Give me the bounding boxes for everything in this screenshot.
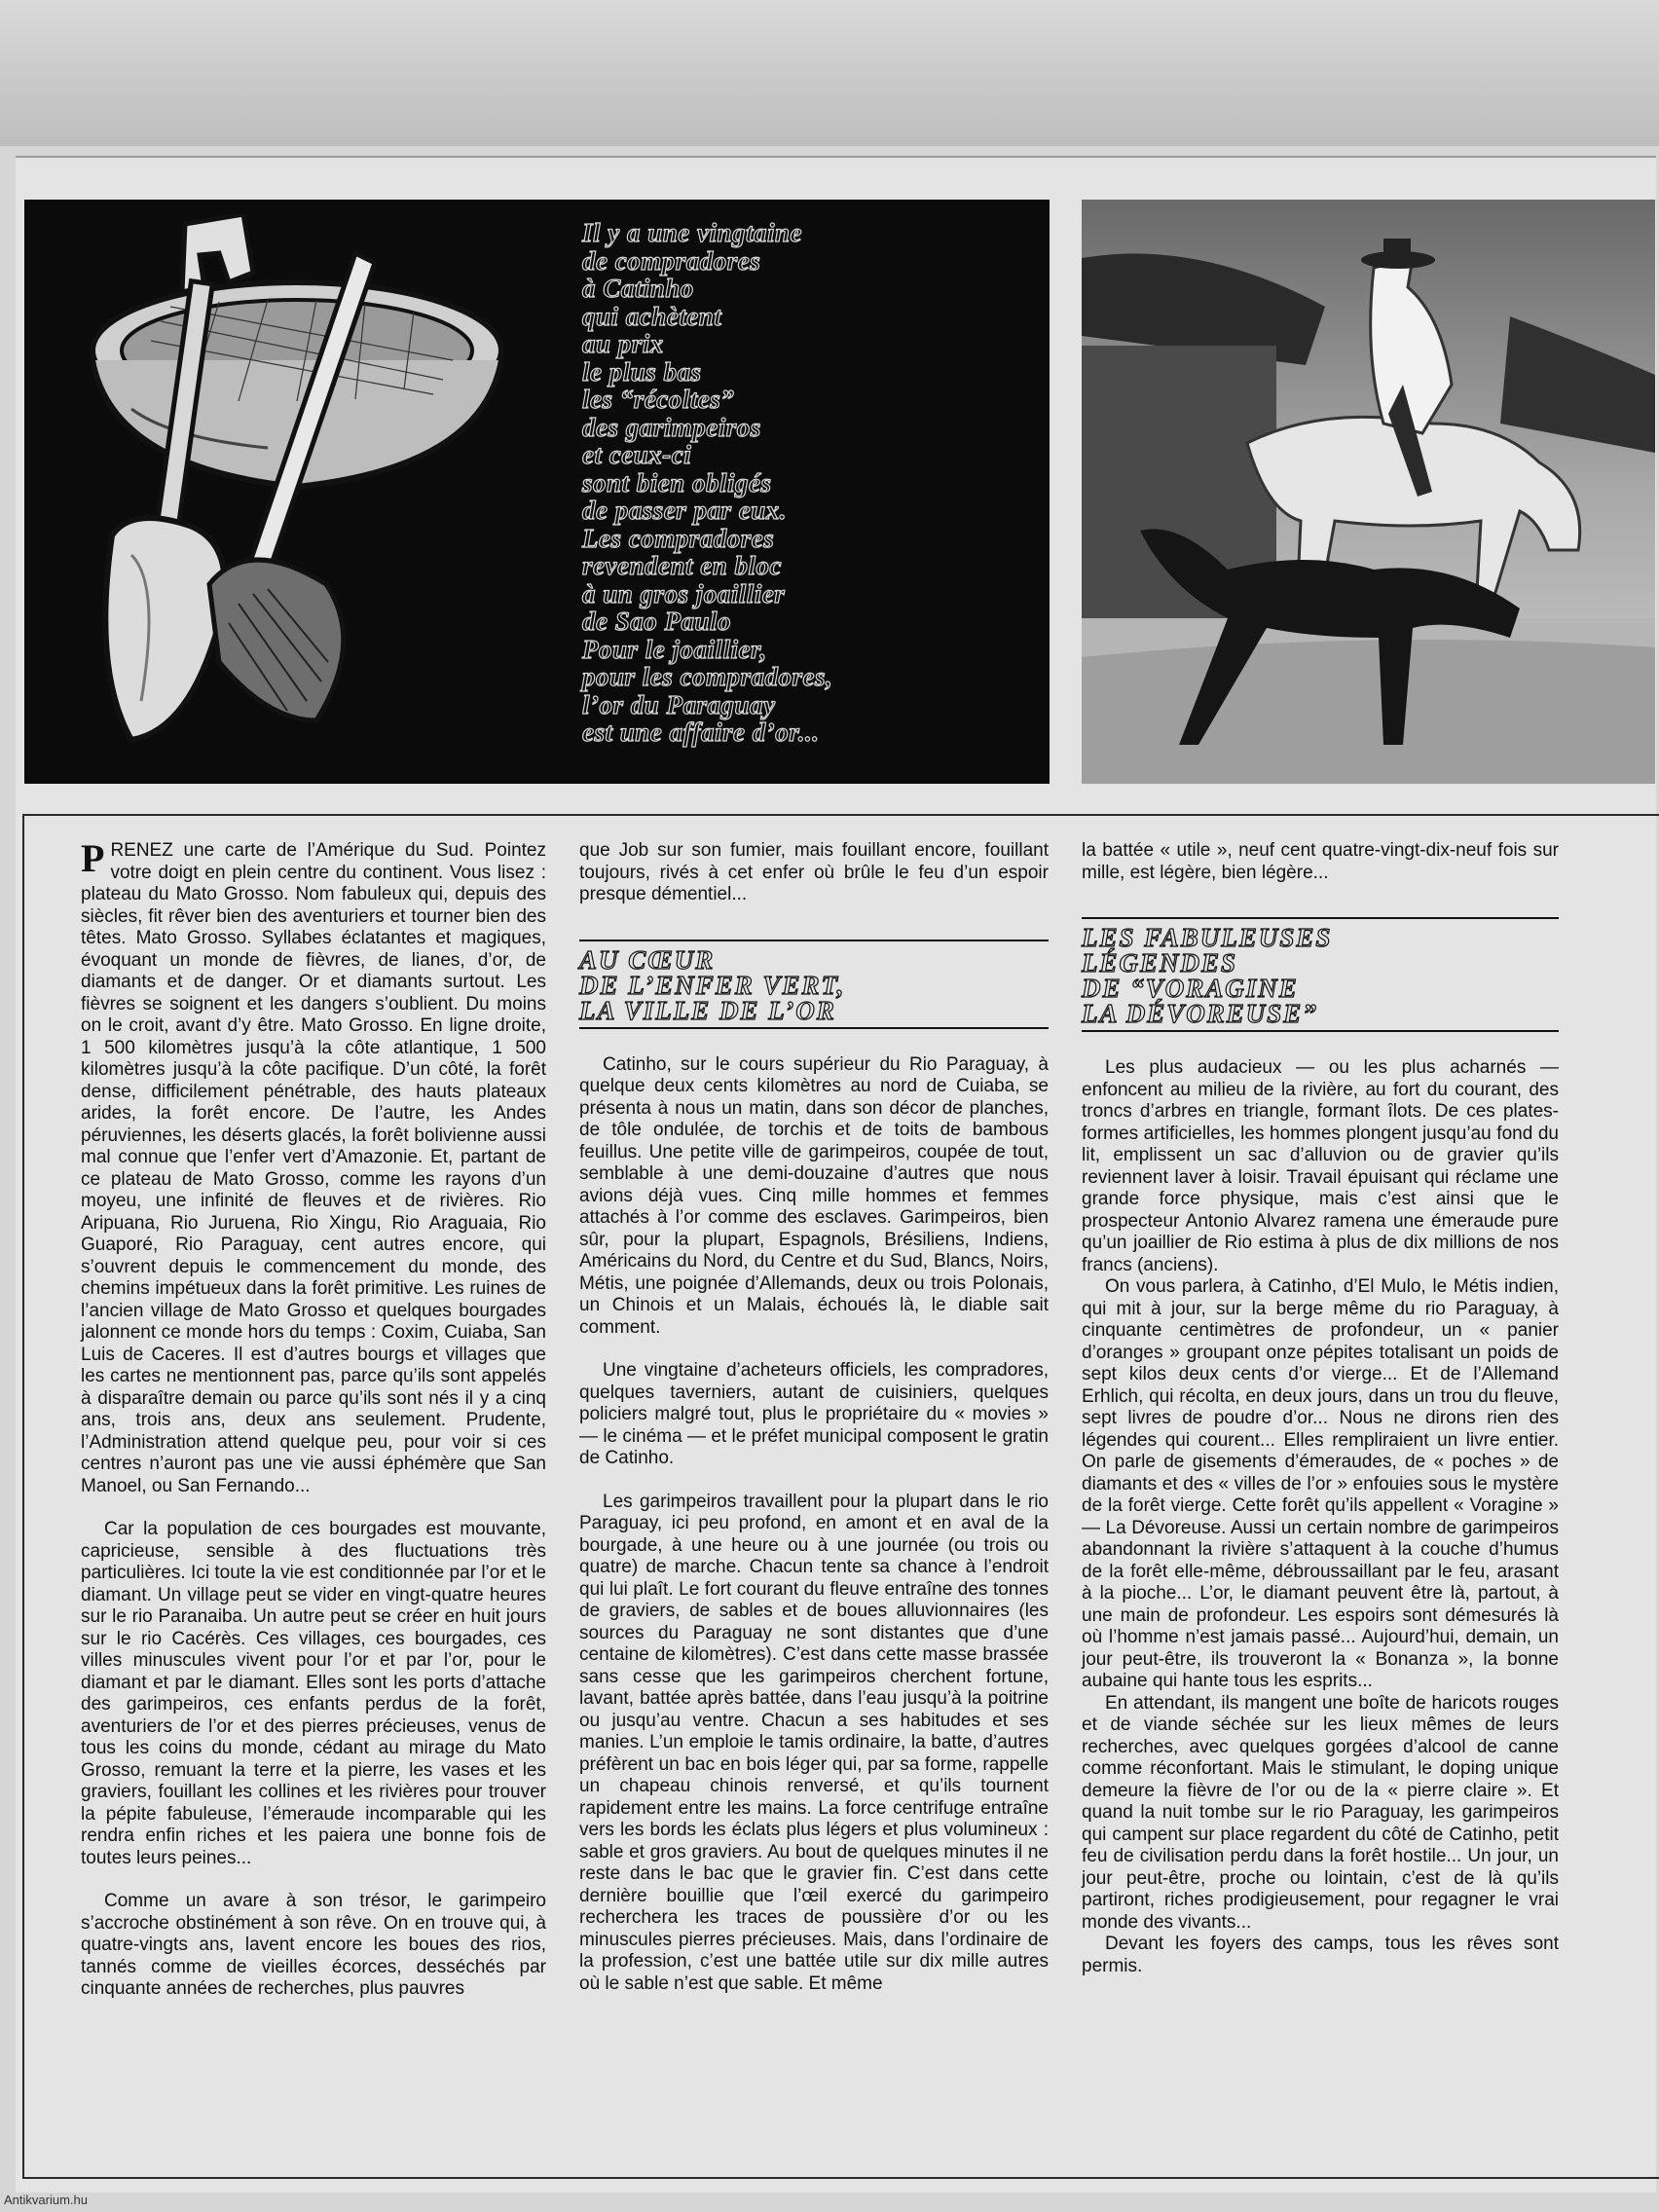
- paragraph: Les plus audacieux — ou les plus acharnés — enfoncent au milieu de la rivière, au fort du courant, des troncs d’arbres en triangle, formant îlots. De ces plates-formes artificielles, les hommes plongent jusqu’au fond du lit, emplissent un sac d’alluvion ou de gravier qu’ils reviennent laver à loisir. Travail épuisant qui réclame une grande force physique, mais c’est ainsi que le prospecteur Antonio Alvarez ramena une émeraude pure qu’un joaillier de Rio estima à plus de dix millions de nos francs (anciens).: [1082, 1057, 1559, 1275]
- paragraph: Catinho, sur le cours supérieur du Rio Paraguay, à quelque deux cents kilomètres au nord de Cuiaba, se présenta à nous un matin, dans son décor de planches, de tôle ondulée, de torchis et de toits de bambous feuillus. Une petite ville de garimpeiros, coupée de tout, semblable à une demi-douzaine d’autres que nous avions déjà vues. Cinq mille hommes et femmes attachés à l’or comme des esclaves. Garimpeiros, bien sûr, pour la plupart, Espagnols, Brésiliens, Indiens, Américains du Nord, du Centre et du Sud, Blancs, Noirs, Métis, une poignée d’Allemands, deux ou trois Polonais, un Chinois et un Malais, échoués là, le diable sait comment.: [579, 1053, 1049, 1338]
- section-heading-line: LA VILLE DE L’OR: [579, 995, 836, 1025]
- pull-quote-line: Les compradores: [582, 523, 775, 553]
- pull-quote-line: qui achètent: [582, 301, 722, 331]
- pull-quote-line: à un gros joaillier: [582, 578, 786, 608]
- paragraph: Car la population de ces bourgades est mouvante, capricieuse, sensible à des fluctuations très particulières. Ici toute la vie est conditionnée par l’or et le diamant. Un village peut se vider en vingt-quatre heures sur le rio Paranaiba. Un autre peut se créer en huit jours sur le rio Cacérès. Ces villages, ces bourgades, ces villes minuscules vivent pour l’or et par l’or, pour le diamant et par le diamant. Elles sont les ports d’attache des garimpeiros, ces enfants perdus de la forêt, aventuriers de l’or et des pierres précieuses, venus de tous les coins du monde, cédant au mirage du Mato Grosso, remuant la terre et la pierre, les vases et les graviers, fouillant les collines et les rivières pour trouver la pépite fabuleuse, l’émeraude incomparable qui les rendra enfin riches et les paiera une bonne fois de toutes leurs peines...: [81, 1519, 546, 1868]
- pull-quote-line: de compradores: [582, 245, 761, 276]
- pull-quote-line: est une affaire d’or...: [582, 718, 820, 747]
- pull-quote-line: de Sao Paulo: [582, 607, 732, 636]
- horseman-photo: [1082, 200, 1655, 784]
- watermark: Antikvarium.hu: [4, 2193, 88, 2207]
- paragraph: On vous parlera, à Catinho, d’El Mulo, le Métis indien, qui mit à jour, sur la berge même du rio Paraguay, à cinquante centimètres de profondeur, un « panier d’oranges » groupant onze pépites totalisant un poids de sept kilos deux cents d’or vierge... Et de l’Allemand Erhlich, qui récolta, en deux jours, dans un trou du fleuve, sept livres de poudre d’or... Nous ne dirons rien des légendes qui courent... Elles rempliraient un livre entier. On parle de gisements d’émeraudes, de « poches » de diamants et des « villes de l’or » enfouies sous le mystère de la forêt vierge. Cette forêt qu’ils appellent « Voragine » — La Dévoreuse. Aussi un certain nombre de garimpeiros abandonnant la rivière s’attaquent à la couche d’humus de la forêt elle-même, débroussaillant par le feu, arasant à la pioche... L’or, le diamant peuvent être là, partout, à une main de profondeur. Les espoirs sont démesurés là où l’homme n’est jamais passé... Aujourd’hui, demain, un jour peut-être, ils trouveront la « Bonanza », la bonne aubaine qui hante tous les esprits...: [1082, 1276, 1559, 1691]
- paragraph: la battée « utile », neuf cent quatre-vingt-dix-neuf fois sur mille, est légère, bien légère...: [1082, 840, 1559, 883]
- drop-cap: P: [81, 836, 105, 880]
- paragraph: Devant les foyers des camps, tous les rêves sont permis.: [1082, 1934, 1559, 1976]
- section-heading-line: AU CŒUR: [579, 944, 716, 975]
- pull-quote-line: le plus bas: [582, 356, 702, 387]
- section-heading: [579, 941, 1049, 1027]
- article-column-1: [81, 836, 546, 2001]
- section-heading: [1082, 919, 1559, 1030]
- pull-quote-line: au prix: [582, 329, 664, 358]
- pull-quote-line: revendent en bloc: [582, 551, 782, 580]
- paragraph: Une vingtaine d’acheteurs officiels, les compradores, quelques taverniers, autant de cuisiniers, quelques policiers malgré tout, plus le propriétaire du « movies » — le cinéma — et le préfet municipal composent le gratin de Catinho.: [579, 1360, 1049, 1468]
- pull-quote-line: Pour le joaillier,: [582, 634, 767, 664]
- section-heading-line: LÉGENDES: [1082, 948, 1238, 977]
- pull-quote-line: de passer par eux.: [582, 496, 787, 525]
- pull-quote-line: Il y a une vingtaine: [582, 218, 803, 247]
- section-heading-line: DE L’ENFER VERT,: [579, 970, 846, 1000]
- paragraph: Comme un avare à son trésor, le garimpeiro s’accroche obstinément à son rêve. On en trouve qui, à quatre-vingts ans, lavent encore les boues des rios, tannés comme de vieilles écorces, desséchés par cinquante années de recherches, plus pauvres: [81, 1891, 546, 1999]
- section-heading-line: DE “VORAGINE: [1082, 974, 1299, 1003]
- pull-quote-line: à Catinho: [582, 274, 694, 303]
- frame-bottom-rule: [22, 2177, 1658, 2179]
- heading-rule: [1082, 1030, 1559, 1032]
- paragraph: [81, 836, 546, 1497]
- article-column-3: [1082, 840, 1559, 1977]
- background-strip: [0, 0, 1659, 146]
- article-column-2: [579, 840, 1049, 1995]
- pull-quote-line: des garimpeiros: [582, 412, 761, 442]
- pull-quote-line: et ceux-ci: [582, 440, 692, 469]
- pull-quote-line: sont bien obligés: [582, 467, 772, 498]
- pull-quote: [582, 219, 1040, 747]
- pull-quote-line: pour les compradores,: [582, 662, 833, 691]
- paragraph: En attendant, ils mangent une boîte de haricots rouges et de viande séchée sur les lieux mêmes de leurs recherches, avec quelques gorgées d’alcool de canne comme réconfortant. Mais le stimulant, le doping unique demeure la fièvre de l’or ou de la « pierre claire ». Et quand la nuit tombe sur le rio Paraguay, les garimpeiros qui campent sur place regardent du côté de Catinho, petit feu de civilisation perdu dans la forêt hostile... Un jour, un jour peut-être, proche ou lointain, c’est de là qu’ils partiront, riches prodigieusement, pour regagner le vrai monde des vivants...: [1082, 1692, 1559, 1933]
- paragraph-text: RENEZ une carte de l’Amérique du Sud. Pointez votre doigt en plein centre du continent. Vous lisez : plateau du Mato Grosso. Nom fabuleux qui, depuis des siècles, fit rêver bien des aventuriers et tourner bien des têtes. Mato Grosso. Syllabes éclatantes et magiques, évoquant un monde de fièvres, de lianes, d’or, de diamants et de danger. Or et diamants surtout. Les fièvres se soignent et les dangers s’oublient. Du moins on le croit, avant d’y être. Mato Grosso. En ligne droite, 1 500 kilomètres jusqu’à la côte atlantique, 1 500 kilomètres jusqu’à la côte pacifique. D’un côté, la forêt dense, difficilement pénétrable, des hauts plateaux arides, la forêt encore. De l’autre, les Andes péruviennes, les déserts glacés, la forêt bolivienne aussi mal connue que l’enfer vert d’Amazonie. Et, partant de ce plateau de Mato Grosso, comme les rayons d’un moyeu, une infinité de fleuves et de rivières. Rio Aripuana, Rio Juruena, Rio Xingu, Rio Araguaia, Rio Guaporé, Rio Paraguay, cent autres encore, qui s’ouvrent depuis le commencement du monde, des chemins impétueux dans la forêt primitive. Les ruines de l’ancien village de Mato Grosso et quelques bourgades jalonnent ce monde hors du temps : Coxim, Cuiaba, San Luis de Caceres. Il est d’autres bourgs et villages que les cartes ne mentionnent pas, parce qu’ils sont appelés à disparaître demain ou parce qu’ils sont nés il y a cinq ans, trois ans, deux ans seulement. Prudente, l’Administration attend quelque peu, pour voir si ces centres n’auront pas une vie aussi éphémère que San Manoel, ou San Fernando...: [81, 840, 546, 1496]
- shovel-sieve-illustration: [73, 214, 560, 759]
- paragraph: Les garimpeiros travaillent pour la plupart dans le rio Paraguay, ici peu profond, en amont et en aval de la bourgade, à une heure ou à une journée (ou trois ou quatre) de marche. Chacun tente sa chance à l’endroit qui lui plaît. Le fort courant du fleuve entraîne des tonnes de graviers, de sables et de boues alluvionnaires (les sources du Paraguay ne sont distantes que d’une centaine de kilomètres). C’est dans cette masse brassée sans cesse que les garimpeiros cherchent fortune, lavant, battée après battée, dans l’eau jusqu’à la poitrine ou jusqu’au ventre. Chacun a ses habitudes et ses manies. L’un emploie le tamis ordinaire, la batte, d’autres préfèrent un bac en bois léger qui, par sa forme, rappelle un chapeau chinois renversé, et qu’ils tournent rapidement entre les mains. La force centrifuge entraîne vers les bords les éclats plus légers et plus volumineux : sable et gros graviers. Au bout de quelques minutes il ne reste dans le bac que le gravier fin. C’est dans cette dernière bouillie que l’œil exercé du garimpeiro recherchera les traces de poussière d’or ou les minuscules pierres précieuses. Mais, dans l’ordinaire de la profession, c’est une battée utile sur dix mille autres où le sable n’est que sable. Et même: [579, 1491, 1049, 1994]
- section-heading-line: LA DÉVOREUSE”: [1082, 999, 1318, 1028]
- section-heading-block: [579, 940, 1049, 1029]
- section-heading-block: [1082, 917, 1559, 1032]
- pull-quote-line: l’or du Paraguay: [582, 689, 776, 719]
- paragraph: que Job sur son fumier, mais fouillant encore, fouillant toujours, rivés à cet enfer où brûle le feu d’un espoir presque démentiel...: [579, 840, 1049, 904]
- section-heading-line: LES FABULEUSES: [1082, 923, 1333, 952]
- pull-quote-line: les “récoltes”: [582, 385, 735, 414]
- heading-rule: [579, 1027, 1049, 1029]
